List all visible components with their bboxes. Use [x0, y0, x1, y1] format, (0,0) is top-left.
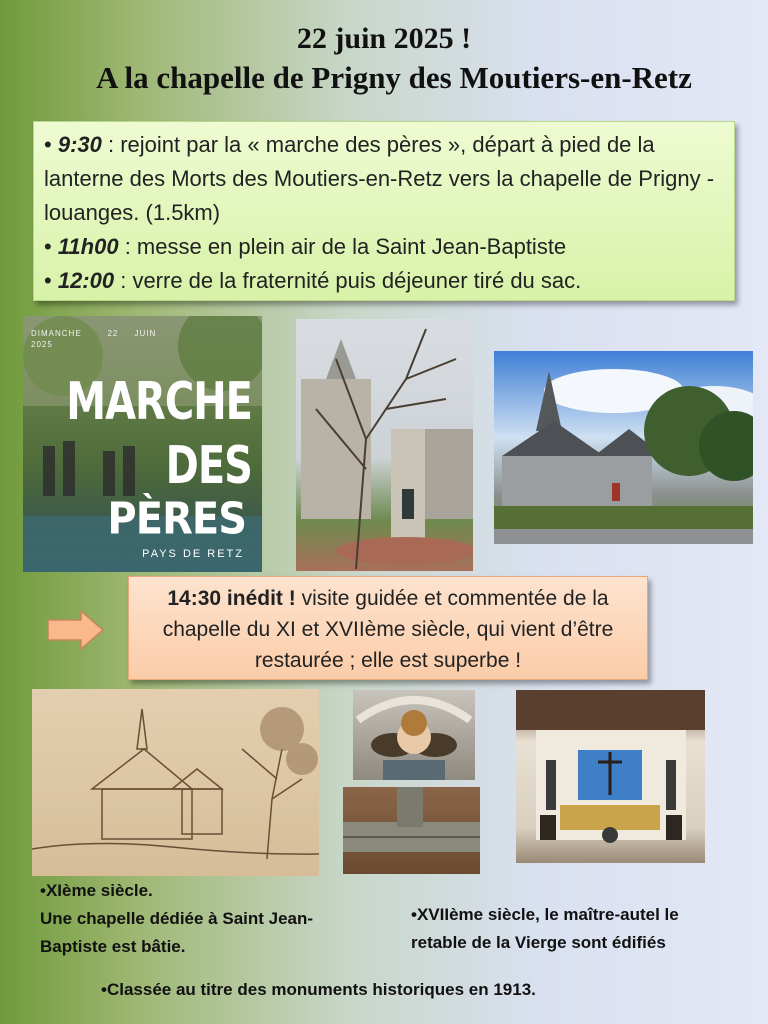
marche-des-peres-poster — [23, 316, 262, 572]
chapel-exterior-photo — [494, 351, 753, 544]
chapel-sketch — [32, 689, 319, 876]
caption-11th-line1: •XIème siècle. — [40, 881, 153, 900]
caption-17th-century — [411, 901, 679, 957]
event-date: 22 juin 2025 ! — [296, 22, 472, 55]
schedule-item-1: • 9:30 : rejoint par la « marche des pères », départ à pied de la lanterne des Morts des Moutiers-en-Retz vers la chapelle de Prigny - louanges. (1.5km) — [44, 132, 715, 225]
caption-17th-line1: •XVIIème siècle, le maître-autel le — [411, 905, 679, 924]
lanterne-photo — [296, 319, 473, 571]
poster-date — [31, 328, 156, 350]
caption-11th-century — [40, 877, 313, 961]
arrow-right-icon — [47, 610, 105, 650]
caption-classified: •Classée au titre des monuments historiques en 1913. — [101, 980, 536, 999]
visit-time: 14:30 inédit ! — [167, 587, 296, 610]
poster-year: 2025 — [31, 340, 53, 349]
visit-text: visite guidée et commentée de la chapelle du XI et XVIIème siècle, qui vient d’être restaurée ; elle est superbe ! — [162, 587, 614, 672]
poster-daynum: 22 — [107, 329, 119, 338]
schedule-text-3: : verre de la fraternité puis déjeuner tiré du sac. — [114, 268, 582, 293]
caption-11th-line3: Baptiste est bâtie. — [40, 937, 186, 956]
schedule-item-2: • 11h00 : messe en plein air de la Saint Jean-Baptiste — [44, 234, 567, 259]
visit-box — [128, 576, 648, 680]
altar-retable-photo — [516, 690, 705, 863]
poster-day: DIMANCHE — [31, 329, 82, 338]
event-place: A la chapelle de Prigny des Moutiers-en-Retz — [96, 60, 692, 95]
poster-region: PAYS DE RETZ — [142, 548, 244, 560]
caption-11th-line2: Une chapelle dédiée à Saint Jean- — [40, 909, 314, 928]
caption-17th-line2: retable de la Vierge sont édifiés — [411, 933, 666, 952]
angel-sculpture-photo — [353, 690, 475, 780]
schedule-text-2: : messe en plein air de la Saint Jean-Baptiste — [118, 234, 567, 259]
poster-month: JUIN — [134, 329, 157, 338]
schedule-box — [33, 121, 735, 301]
poster-title-1: MARCHE — [66, 372, 252, 432]
schedule-time-2: 11h00 — [57, 234, 119, 259]
poster-title-2: DES — [165, 436, 252, 496]
poster-title-3: PÈRES — [107, 494, 246, 545]
schedule-time-3: 12:00 — [57, 268, 115, 293]
schedule-time-1: 9:30 — [57, 132, 102, 157]
schedule-item-3: • 12:00 : verre de la fraternité puis déjeuner tiré du sac. — [44, 268, 582, 293]
wooden-beam-photo — [343, 787, 480, 874]
schedule-text-1: : rejoint par la « marche des pères », départ à pied de la lanterne des Morts des Moutiers-en-Retz vers la chapelle de Prigny - louanges. (1.5km) — [44, 132, 715, 225]
